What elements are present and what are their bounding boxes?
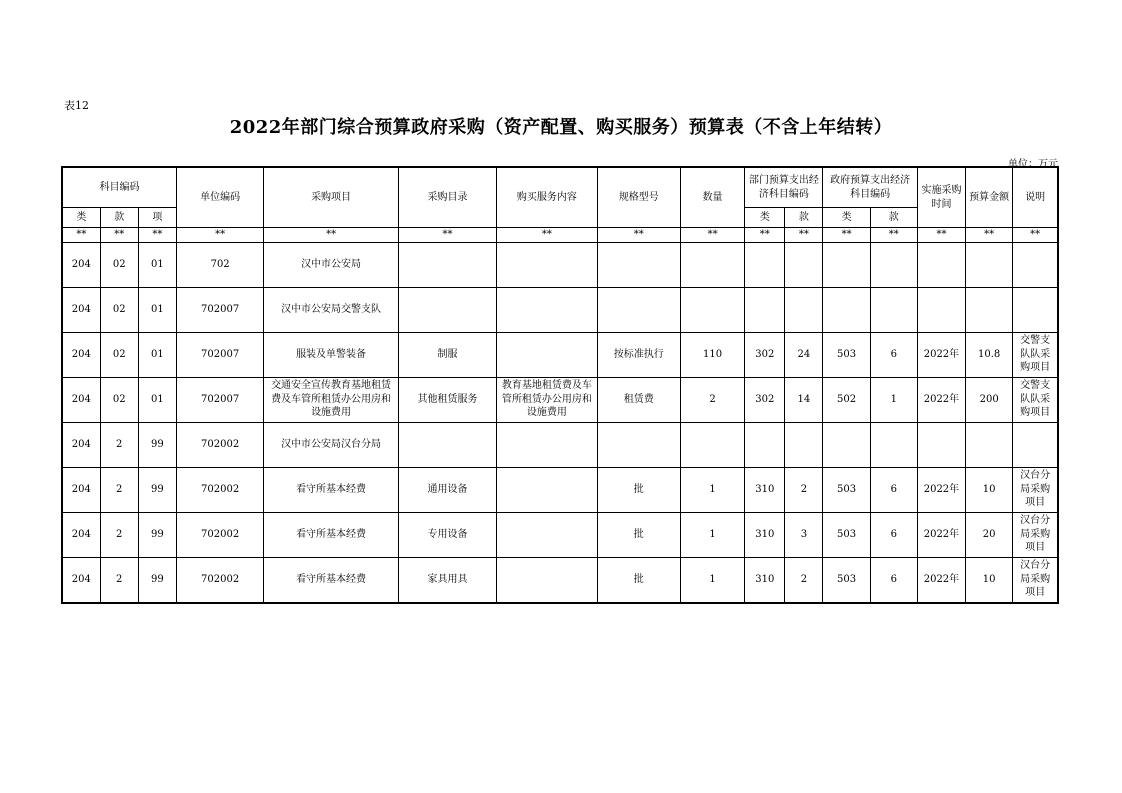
cell-dept-kuan: 3	[785, 512, 823, 557]
star-cell: **	[745, 228, 785, 243]
cell-time	[917, 422, 965, 467]
cell-qty: 1	[680, 557, 744, 603]
cell-project: 看守所基本经费	[264, 467, 399, 512]
cell-gov-lei	[823, 242, 870, 287]
cell-service	[497, 422, 597, 467]
cell-project: 汉中市公安局交警支队	[264, 287, 399, 332]
header-kuan: 款	[100, 208, 138, 228]
cell-kuan: 2	[100, 422, 138, 467]
star-cell: **	[870, 228, 917, 243]
header-service: 购买服务内容	[497, 167, 597, 228]
cell-dept-lei: 302	[745, 377, 785, 422]
header-amount: 预算金额	[966, 167, 1013, 228]
cell-note: 汉台分局采购项目	[1013, 557, 1058, 603]
table-row	[62, 242, 1058, 287]
header-gov-kuan: 款	[870, 208, 917, 228]
header-spec: 规格型号	[597, 167, 680, 228]
table-body	[62, 242, 1058, 603]
header-subject-code: 科目编码	[62, 167, 176, 208]
cell-note: 交警支队队采购项目	[1013, 377, 1058, 422]
table-row	[62, 557, 1058, 603]
cell-lei: 204	[62, 467, 100, 512]
cell-gov-lei: 503	[823, 467, 870, 512]
cell-dept-kuan: 2	[785, 467, 823, 512]
cell-catalog: 家具用具	[398, 557, 496, 603]
cell-lei: 204	[62, 557, 100, 603]
cell-xiang: 01	[138, 287, 176, 332]
cell-catalog	[398, 422, 496, 467]
cell-project: 汉中市公安局汉台分局	[264, 422, 399, 467]
cell-unit-code: 702002	[176, 557, 263, 603]
cell-spec: 批	[597, 467, 680, 512]
cell-service	[497, 467, 597, 512]
cell-kuan: 02	[100, 287, 138, 332]
star-cell: **	[176, 228, 263, 243]
cell-service	[497, 332, 597, 377]
cell-catalog	[398, 242, 496, 287]
cell-amount	[966, 287, 1013, 332]
cell-service	[497, 242, 597, 287]
cell-gov-kuan: 1	[870, 377, 917, 422]
header-unit-code: 单位编码	[176, 167, 263, 228]
cell-catalog: 其他租赁服务	[398, 377, 496, 422]
page-title: 2022年部门综合预算政府采购（资产配置、购买服务）预算表（不含上年结转）	[229, 117, 893, 138]
cell-qty	[680, 287, 744, 332]
cell-note: 交警支队队采购项目	[1013, 332, 1058, 377]
cell-catalog: 制服	[398, 332, 496, 377]
cell-lei: 204	[62, 332, 100, 377]
header-gov-lei: 类	[823, 208, 870, 228]
cell-time	[917, 287, 965, 332]
cell-gov-kuan	[870, 422, 917, 467]
star-cell: **	[966, 228, 1013, 243]
cell-service	[497, 557, 597, 603]
cell-dept-kuan	[785, 287, 823, 332]
table-row	[62, 422, 1058, 467]
cell-amount: 200	[966, 377, 1013, 422]
cell-gov-kuan: 6	[870, 512, 917, 557]
cell-project: 交通安全宣传教育基地租赁费及车管所租赁办公用房和设施费用	[264, 377, 399, 422]
cell-project: 看守所基本经费	[264, 557, 399, 603]
cell-amount: 20	[966, 512, 1013, 557]
cell-gov-kuan: 6	[870, 557, 917, 603]
cell-xiang: 01	[138, 242, 176, 287]
cell-gov-lei	[823, 422, 870, 467]
cell-unit-code: 702007	[176, 287, 263, 332]
cell-dept-kuan	[785, 242, 823, 287]
cell-spec: 批	[597, 557, 680, 603]
cell-qty	[680, 242, 744, 287]
cell-amount: 10	[966, 467, 1013, 512]
cell-unit-code: 702007	[176, 377, 263, 422]
cell-project: 看守所基本经费	[264, 512, 399, 557]
cell-lei: 204	[62, 422, 100, 467]
cell-project: 汉中市公安局	[264, 242, 399, 287]
star-cell: **	[785, 228, 823, 243]
cell-unit-code: 702002	[176, 467, 263, 512]
table-row	[62, 287, 1058, 332]
cell-xiang: 01	[138, 377, 176, 422]
cell-qty	[680, 422, 744, 467]
cell-qty: 110	[680, 332, 744, 377]
header-note: 说明	[1013, 167, 1058, 228]
header-time: 实施采购时间	[917, 167, 965, 228]
cell-unit-code: 702002	[176, 422, 263, 467]
cell-dept-kuan: 24	[785, 332, 823, 377]
cell-qty: 2	[680, 377, 744, 422]
star-cell: **	[138, 228, 176, 243]
cell-unit-code: 702	[176, 242, 263, 287]
cell-dept-kuan	[785, 422, 823, 467]
cell-spec	[597, 287, 680, 332]
budget-table	[61, 166, 1059, 604]
cell-amount	[966, 422, 1013, 467]
cell-note	[1013, 287, 1058, 332]
cell-time: 2022年	[917, 557, 965, 603]
cell-spec	[597, 242, 680, 287]
star-cell: **	[1013, 228, 1058, 243]
cell-qty: 1	[680, 512, 744, 557]
cell-xiang: 01	[138, 332, 176, 377]
cell-spec	[597, 422, 680, 467]
cell-spec: 租赁费	[597, 377, 680, 422]
cell-lei: 204	[62, 377, 100, 422]
header-xiang: 项	[138, 208, 176, 228]
cell-lei: 204	[62, 287, 100, 332]
header-dept-kuan: 款	[785, 208, 823, 228]
table-number: 表12	[64, 99, 89, 112]
cell-service	[497, 287, 597, 332]
cell-dept-kuan: 2	[785, 557, 823, 603]
cell-xiang: 99	[138, 467, 176, 512]
cell-unit-code: 702002	[176, 512, 263, 557]
cell-kuan: 2	[100, 467, 138, 512]
unit-label: 单位：万元	[1008, 159, 1058, 170]
cell-spec: 按标准执行	[597, 332, 680, 377]
cell-amount: 10.8	[966, 332, 1013, 377]
cell-dept-lei: 310	[745, 467, 785, 512]
cell-service	[497, 512, 597, 557]
cell-time: 2022年	[917, 332, 965, 377]
star-cell: **	[100, 228, 138, 243]
cell-kuan: 2	[100, 512, 138, 557]
star-cell: **	[497, 228, 597, 243]
star-cell: **	[597, 228, 680, 243]
cell-catalog: 专用设备	[398, 512, 496, 557]
cell-unit-code: 702007	[176, 332, 263, 377]
cell-gov-kuan	[870, 287, 917, 332]
header-catalog: 采购目录	[398, 167, 496, 228]
cell-note	[1013, 422, 1058, 467]
cell-catalog: 通用设备	[398, 467, 496, 512]
cell-kuan: 02	[100, 332, 138, 377]
cell-note: 汉台分局采购项目	[1013, 512, 1058, 557]
cell-time: 2022年	[917, 377, 965, 422]
cell-dept-lei: 310	[745, 557, 785, 603]
table-row	[62, 377, 1058, 422]
star-cell: **	[823, 228, 870, 243]
star-cell: **	[62, 228, 100, 243]
cell-time: 2022年	[917, 467, 965, 512]
header-lei: 类	[62, 208, 100, 228]
table-row	[62, 332, 1058, 377]
cell-gov-lei: 502	[823, 377, 870, 422]
star-cell: **	[264, 228, 399, 243]
cell-time: 2022年	[917, 512, 965, 557]
header-project: 采购项目	[264, 167, 399, 228]
star-cell: **	[917, 228, 965, 243]
header-qty: 数量	[680, 167, 744, 228]
cell-kuan: 02	[100, 377, 138, 422]
cell-dept-kuan: 14	[785, 377, 823, 422]
cell-kuan: 2	[100, 557, 138, 603]
cell-gov-kuan	[870, 242, 917, 287]
cell-xiang: 99	[138, 422, 176, 467]
cell-amount	[966, 242, 1013, 287]
cell-dept-lei: 310	[745, 512, 785, 557]
table-row	[62, 467, 1058, 512]
header-dept-econ: 部门预算支出经济科目编码	[745, 167, 823, 208]
table-row	[62, 512, 1058, 557]
cell-gov-kuan: 6	[870, 467, 917, 512]
cell-amount: 10	[966, 557, 1013, 603]
star-cell: **	[398, 228, 496, 243]
cell-note	[1013, 242, 1058, 287]
cell-kuan: 02	[100, 242, 138, 287]
cell-service: 教育基地租赁费及车管所租赁办公用房和设施费用	[497, 377, 597, 422]
cell-lei: 204	[62, 512, 100, 557]
cell-dept-lei	[745, 422, 785, 467]
cell-project: 服装及单警装备	[264, 332, 399, 377]
cell-xiang: 99	[138, 557, 176, 603]
header-gov-econ: 政府预算支出经济科目编码	[823, 167, 917, 208]
cell-note: 汉台分局采购项目	[1013, 467, 1058, 512]
cell-gov-lei: 503	[823, 557, 870, 603]
cell-gov-lei	[823, 287, 870, 332]
cell-gov-kuan: 6	[870, 332, 917, 377]
cell-qty: 1	[680, 467, 744, 512]
star-cell: **	[680, 228, 744, 243]
cell-dept-lei: 302	[745, 332, 785, 377]
cell-xiang: 99	[138, 512, 176, 557]
cell-gov-lei: 503	[823, 512, 870, 557]
cell-time	[917, 242, 965, 287]
cell-dept-lei	[745, 287, 785, 332]
cell-spec: 批	[597, 512, 680, 557]
cell-catalog	[398, 287, 496, 332]
cell-dept-lei	[745, 242, 785, 287]
cell-gov-lei: 503	[823, 332, 870, 377]
cell-lei: 204	[62, 242, 100, 287]
header-dept-lei: 类	[745, 208, 785, 228]
